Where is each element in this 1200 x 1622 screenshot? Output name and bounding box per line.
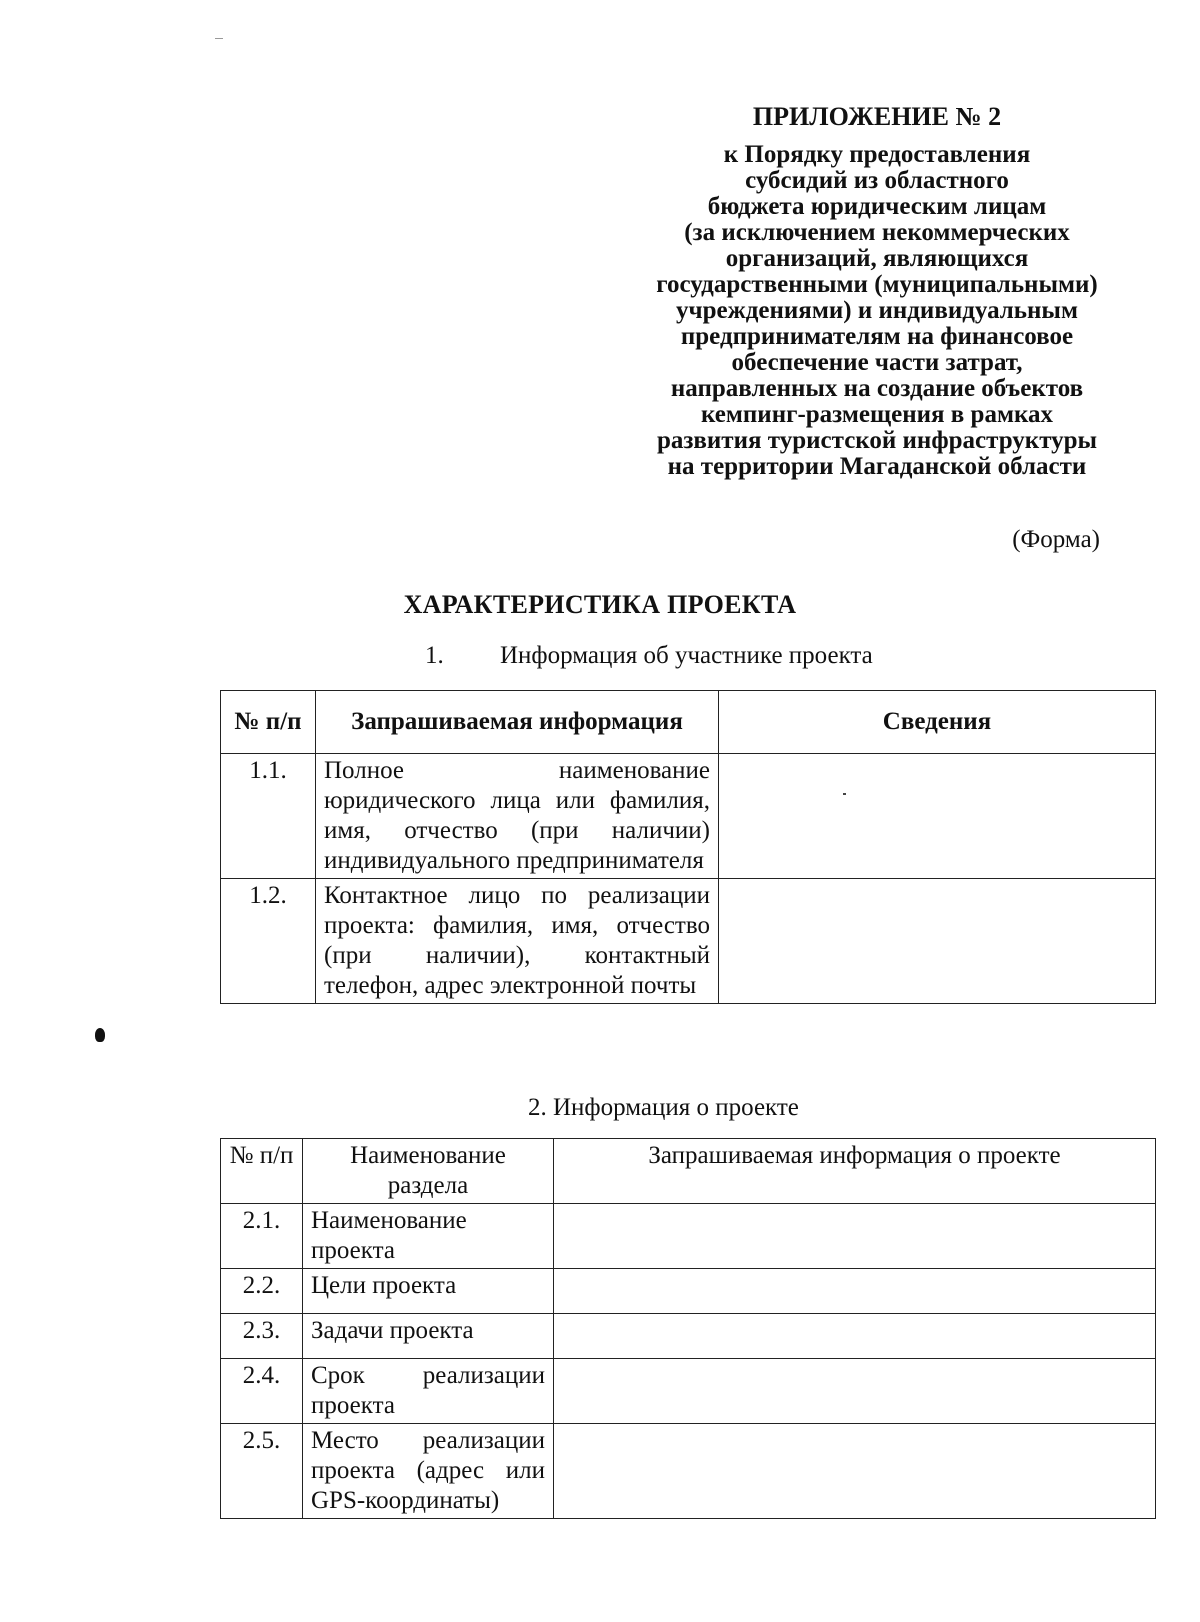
requested-info-cell: Полное наименование юридического лица или фамилия, имя, отчество (при наличии) индивидуального предпринимателя [316, 754, 719, 879]
table-row [221, 1359, 1156, 1424]
appendix-line: государственными (муниципальными) [656, 271, 1098, 298]
appendix-line: кемпинг-размещения в рамках [700, 401, 1053, 428]
section-name-cell: Цели проекта [303, 1269, 554, 1314]
row-number: 2.5. [221, 1424, 303, 1519]
appendix-header [632, 104, 1122, 480]
appendix-line: (за исключением некоммерческих [684, 219, 1070, 246]
appendix-line: организаций, являющихся [725, 245, 1029, 272]
section-name-cell: Задачи проекта [303, 1314, 554, 1359]
scan-artifact-mark [843, 793, 846, 795]
project-info-cell[interactable] [554, 1269, 1156, 1314]
column-header-number: № п/п [221, 691, 316, 754]
table-header-row [221, 691, 1156, 754]
project-info-cell[interactable] [554, 1424, 1156, 1519]
project-info-table [220, 1138, 1156, 1519]
column-header-number: № п/п [221, 1139, 303, 1204]
section-1-heading [425, 642, 873, 670]
document-title: ХАРАКТЕРИСТИКА ПРОЕКТА [403, 590, 797, 619]
form-label: (Форма) [1012, 526, 1100, 553]
section-name-cell: Место реализации проекта (адрес или GPS-координаты) [303, 1424, 554, 1519]
details-cell[interactable] [719, 754, 1156, 879]
row-number: 2.2. [221, 1269, 303, 1314]
column-header-project-info: Запрашиваемая информация о проекте [554, 1139, 1156, 1204]
scan-artifact-tick [215, 38, 223, 39]
column-header-details: Сведения [719, 691, 1156, 754]
appendix-line: на территории Магаданской области [667, 453, 1087, 480]
row-number: 2.4. [221, 1359, 303, 1424]
table-row [221, 1424, 1156, 1519]
section-1-number: 1. [425, 642, 444, 669]
requested-info-cell: Контактное лицо по реализации проекта: фамилия, имя, отчество (при наличии), контактный телефон, адрес электронной почты [316, 879, 719, 1004]
section-2-heading: 2. Информация о проекте [528, 1094, 799, 1121]
appendix-line: развития туристской инфраструктуры [656, 427, 1098, 454]
table-row [221, 879, 1156, 1004]
row-number: 2.3. [221, 1314, 303, 1359]
appendix-line: направленных на создание объектов [670, 375, 1084, 402]
table-row [221, 754, 1156, 879]
project-info-cell[interactable] [554, 1204, 1156, 1269]
row-number: 1.1. [221, 754, 316, 879]
column-header-requested-info: Запрашиваемая информация [316, 691, 719, 754]
participant-info-table [220, 690, 1156, 1004]
appendix-line: к Порядку предоставления [723, 141, 1031, 168]
appendix-line: предпринимателям на финансовое [680, 323, 1074, 350]
row-number: 2.1. [221, 1204, 303, 1269]
scan-artifact-dot [95, 1028, 105, 1042]
appendix-line: обеспечение части затрат, [731, 349, 1023, 376]
appendix-line: бюджета юридическим лицам [707, 193, 1047, 220]
table-header-row [221, 1139, 1156, 1204]
project-info-cell[interactable] [554, 1359, 1156, 1424]
project-info-cell[interactable] [554, 1314, 1156, 1359]
section-1-title: Информация об участнике проекта [500, 642, 873, 669]
details-cell[interactable] [719, 879, 1156, 1004]
appendix-line: субсидий из областного [745, 167, 1009, 194]
appendix-line: учреждениями) и индивидуальным [676, 297, 1078, 324]
table-row [221, 1204, 1156, 1269]
appendix-title: ПРИЛОЖЕНИЕ № 2 [752, 102, 1002, 131]
table-row [221, 1314, 1156, 1359]
row-number: 1.2. [221, 879, 316, 1004]
table-row [221, 1269, 1156, 1314]
section-name-cell: Срок реализации проекта [303, 1359, 554, 1424]
section-name-cell: Наименование проекта [303, 1204, 554, 1269]
column-header-section-name: Наименование раздела [303, 1139, 554, 1204]
